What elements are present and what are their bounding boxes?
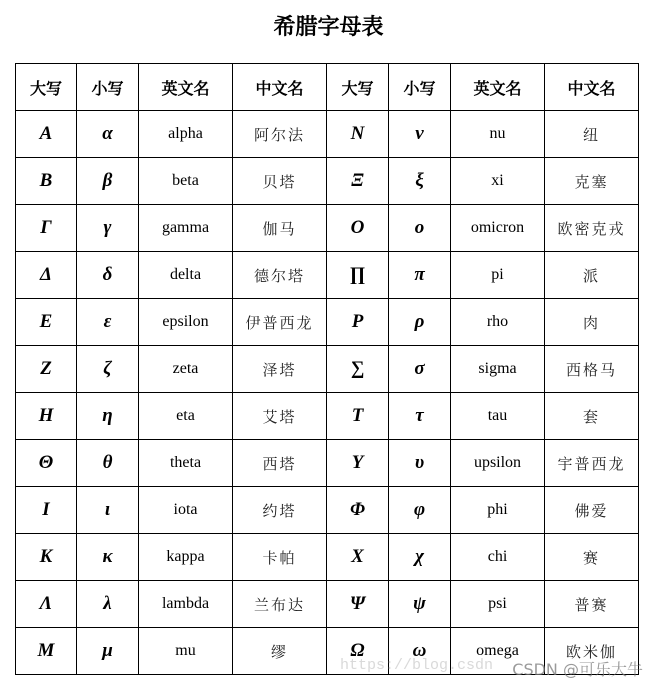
english-name-cell: beta	[139, 158, 233, 205]
chinese-name-cell: 阿尔法	[233, 111, 327, 158]
uppercase-cell: Ξ	[327, 158, 389, 205]
watermark: CSDN @可乐大牛	[512, 660, 643, 679]
chinese-name-cell: 欧密克戎	[545, 205, 639, 252]
table-row	[16, 440, 639, 487]
chinese-name-cell: 西塔	[233, 440, 327, 487]
uppercase-cell: ∑	[327, 346, 389, 393]
page-title: 希腊字母表	[273, 15, 384, 40]
uppercase-cell: Β	[16, 158, 77, 205]
uppercase-cell: Ζ	[16, 346, 77, 393]
lowercase-cell: α	[77, 111, 139, 158]
english-name-cell: upsilon	[451, 440, 545, 487]
lowercase-cell: β	[77, 158, 139, 205]
column-header: 大写	[16, 64, 77, 111]
uppercase-cell: Φ	[327, 487, 389, 534]
uppercase-cell: Η	[16, 393, 77, 440]
lowercase-cell: κ	[77, 534, 139, 581]
lowercase-cell: π	[389, 252, 451, 299]
watermark-url: https://blog.csdn	[340, 657, 494, 674]
uppercase-cell: Μ	[16, 628, 77, 675]
uppercase-cell: Γ	[16, 205, 77, 252]
english-name-cell: omicron	[451, 205, 545, 252]
chinese-name-cell: 欧米伽	[545, 628, 639, 675]
english-name-cell: gamma	[139, 205, 233, 252]
lowercase-cell: χ	[389, 534, 451, 581]
chinese-name-cell: 肉	[545, 299, 639, 346]
greek-alphabet-table	[15, 63, 639, 675]
chinese-name-cell: 贝塔	[233, 158, 327, 205]
lowercase-cell: ο	[389, 205, 451, 252]
english-name-cell: chi	[451, 534, 545, 581]
english-name-cell: kappa	[139, 534, 233, 581]
lowercase-cell: ψ	[389, 581, 451, 628]
table-header-row	[16, 64, 639, 111]
table-row	[16, 111, 639, 158]
english-name-cell: tau	[451, 393, 545, 440]
lowercase-cell: υ	[389, 440, 451, 487]
chinese-name-cell: 西格马	[545, 346, 639, 393]
table-row	[16, 252, 639, 299]
table-row	[16, 346, 639, 393]
lowercase-cell: ζ	[77, 346, 139, 393]
english-name-cell: delta	[139, 252, 233, 299]
chinese-name-cell: 艾塔	[233, 393, 327, 440]
chinese-name-cell: 约塔	[233, 487, 327, 534]
chinese-name-cell: 套	[545, 393, 639, 440]
chinese-name-cell: 宇普西龙	[545, 440, 639, 487]
chinese-name-cell: 卡帕	[233, 534, 327, 581]
uppercase-cell: Ι	[16, 487, 77, 534]
lowercase-cell: ι	[77, 487, 139, 534]
uppercase-cell: Δ	[16, 252, 77, 299]
chinese-name-cell: 赛	[545, 534, 639, 581]
uppercase-cell: Ο	[327, 205, 389, 252]
chinese-name-cell: 缪	[233, 628, 327, 675]
uppercase-cell: Ψ	[327, 581, 389, 628]
column-header: 小写	[389, 64, 451, 111]
column-header: 小写	[77, 64, 139, 111]
english-name-cell: epsilon	[139, 299, 233, 346]
english-name-cell: psi	[451, 581, 545, 628]
chinese-name-cell: 佛爱	[545, 487, 639, 534]
uppercase-cell: Ε	[16, 299, 77, 346]
table-row	[16, 487, 639, 534]
english-name-cell: omega	[451, 628, 545, 675]
chinese-name-cell: 伊普西龙	[233, 299, 327, 346]
uppercase-cell: ∏	[327, 252, 389, 299]
column-header: 大写	[327, 64, 389, 111]
lowercase-cell: λ	[77, 581, 139, 628]
english-name-cell: iota	[139, 487, 233, 534]
table-row	[16, 205, 639, 252]
lowercase-cell: θ	[77, 440, 139, 487]
english-name-cell: nu	[451, 111, 545, 158]
table-row	[16, 393, 639, 440]
table-row	[16, 158, 639, 205]
english-name-cell: xi	[451, 158, 545, 205]
english-name-cell: pi	[451, 252, 545, 299]
english-name-cell: phi	[451, 487, 545, 534]
column-header: 英文名	[139, 64, 233, 111]
uppercase-cell: Ρ	[327, 299, 389, 346]
chinese-name-cell: 克塞	[545, 158, 639, 205]
table-row	[16, 534, 639, 581]
uppercase-cell: Α	[16, 111, 77, 158]
lowercase-cell: η	[77, 393, 139, 440]
lowercase-cell: σ	[389, 346, 451, 393]
chinese-name-cell: 派	[545, 252, 639, 299]
chinese-name-cell: 伽马	[233, 205, 327, 252]
english-name-cell: theta	[139, 440, 233, 487]
table-row	[16, 581, 639, 628]
uppercase-cell: Ω	[327, 628, 389, 675]
lowercase-cell: τ	[389, 393, 451, 440]
lowercase-cell: ξ	[389, 158, 451, 205]
chinese-name-cell: 德尔塔	[233, 252, 327, 299]
column-header: 英文名	[451, 64, 545, 111]
uppercase-cell: Ν	[327, 111, 389, 158]
english-name-cell: eta	[139, 393, 233, 440]
lowercase-cell: ν	[389, 111, 451, 158]
uppercase-cell: Υ	[327, 440, 389, 487]
english-name-cell: lambda	[139, 581, 233, 628]
uppercase-cell: Χ	[327, 534, 389, 581]
lowercase-cell: μ	[77, 628, 139, 675]
uppercase-cell: Θ	[16, 440, 77, 487]
uppercase-cell: Τ	[327, 393, 389, 440]
chinese-name-cell: 普赛	[545, 581, 639, 628]
lowercase-cell: ε	[77, 299, 139, 346]
chinese-name-cell: 泽塔	[233, 346, 327, 393]
english-name-cell: rho	[451, 299, 545, 346]
chinese-name-cell: 纽	[545, 111, 639, 158]
uppercase-cell: Λ	[16, 581, 77, 628]
lowercase-cell: γ	[77, 205, 139, 252]
chinese-name-cell: 兰布达	[233, 581, 327, 628]
table-row	[16, 299, 639, 346]
english-name-cell: mu	[139, 628, 233, 675]
uppercase-cell: Κ	[16, 534, 77, 581]
english-name-cell: zeta	[139, 346, 233, 393]
english-name-cell: sigma	[451, 346, 545, 393]
lowercase-cell: δ	[77, 252, 139, 299]
column-header: 中文名	[545, 64, 639, 111]
lowercase-cell: ω	[389, 628, 451, 675]
column-header: 中文名	[233, 64, 327, 111]
lowercase-cell: ρ	[389, 299, 451, 346]
english-name-cell: alpha	[139, 111, 233, 158]
lowercase-cell: φ	[389, 487, 451, 534]
